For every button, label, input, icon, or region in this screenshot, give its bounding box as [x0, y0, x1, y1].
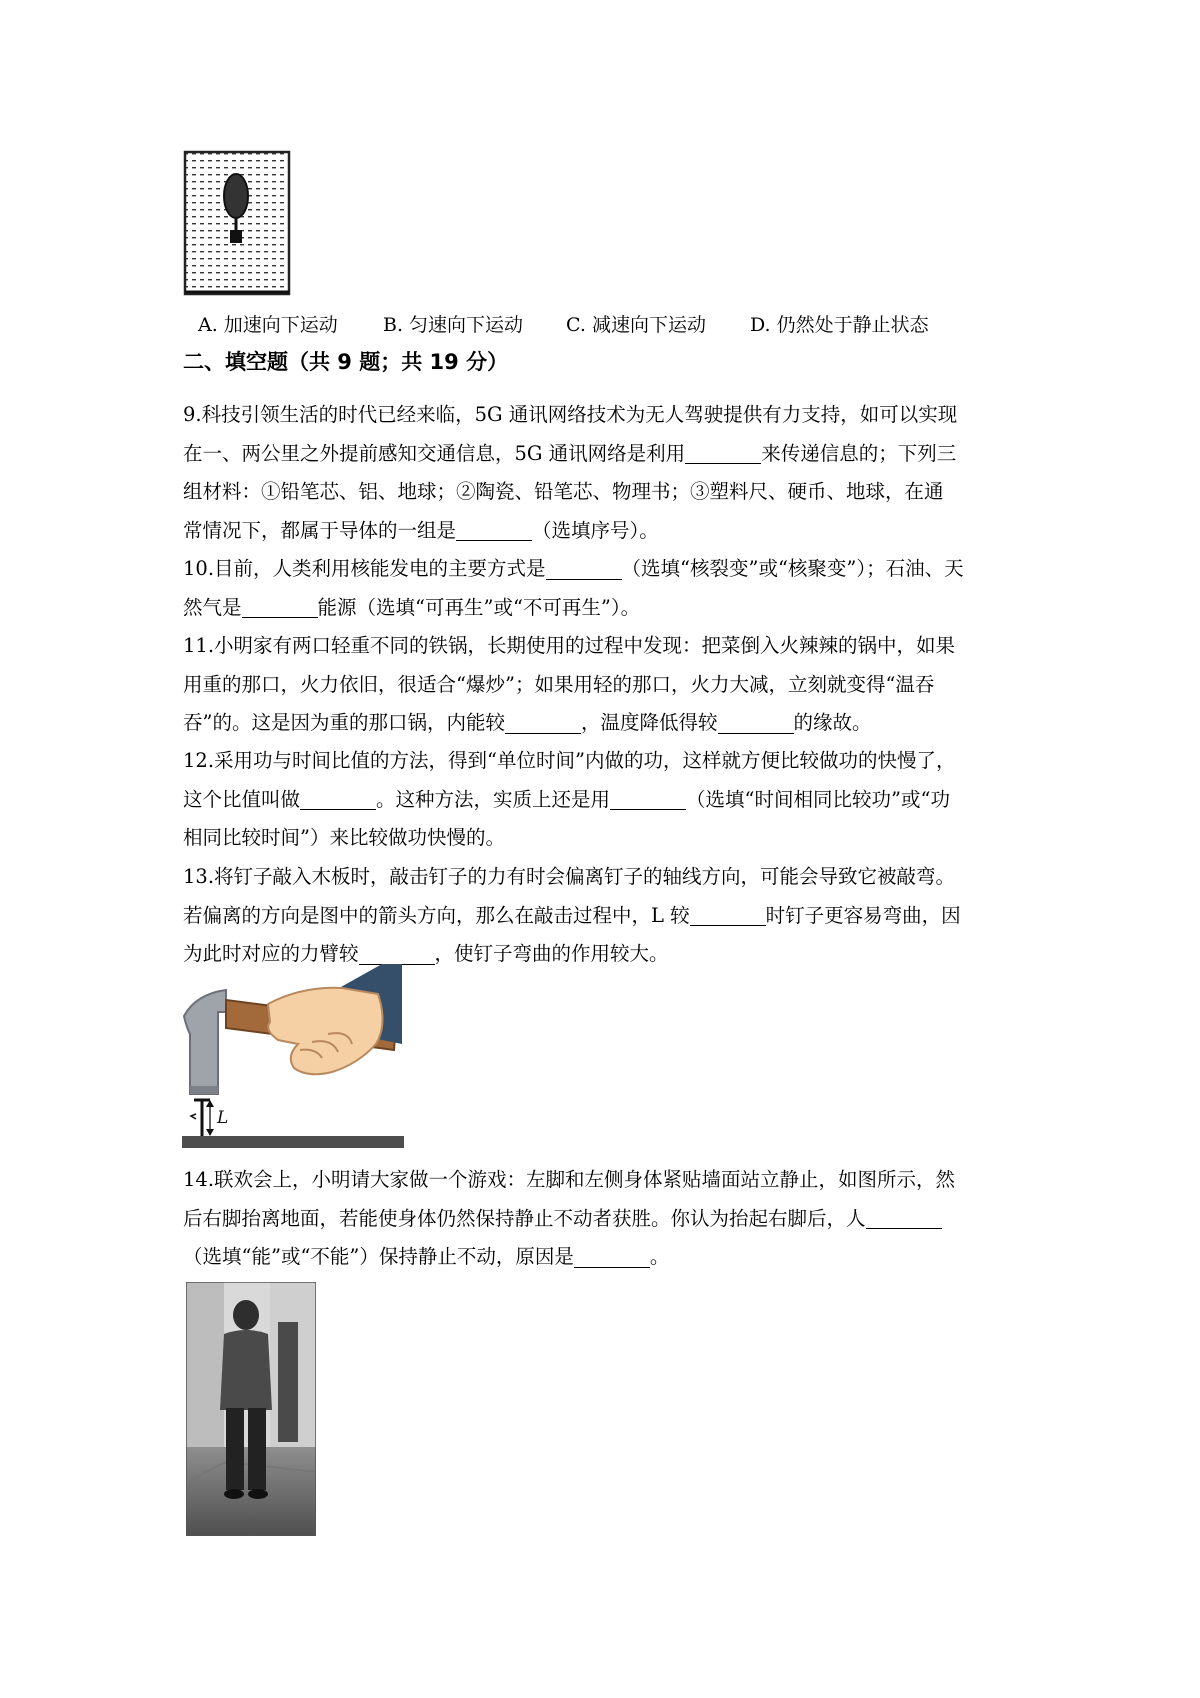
person-photo: [186, 1282, 316, 1536]
section-heading: 二、填空题（共 9 题；共 19 分）: [183, 350, 509, 374]
answer-blank[interactable]: [610, 786, 686, 810]
question-9: 9.科技引领生活的时代已经来临，5G 通讯网络技术为无人驾驶提供有力支持，如可以实现 在一、两公里之外提前感知交通信息，5G 通讯网络是利用 来传递信息的；下列三 组材料：①铅笔芯、铝、地球；②陶瓷、铅笔芯、物理书；③塑料尺、硬币、地球，在通 常情况下，都属于导体的一组是 （选填序号）。: [183, 403, 958, 542]
option-d: D. 仍然处于静止状态: [750, 314, 929, 336]
answer-blank[interactable]: [685, 440, 761, 464]
question-10: 10.目前，人类利用核能发电的主要方式是 （选填“核裂变”或“核聚变”）；石油、天 然气是 能源（选填“可再生”或“不可再生”）。: [183, 557, 964, 619]
question-12: 12.采用功与时间比值的方法，得到“单位时间”内做的功，这样就方便比较做功的快慢了， 这个比值叫做 。这种方法，实质上还是用 （选填“时间相同比较功”或“功 相同比较时间”）来比较做功快慢的。: [183, 749, 956, 849]
answer-blank[interactable]: [456, 517, 532, 541]
option-a: A. 加速向下运动: [198, 314, 338, 336]
answer-blank[interactable]: [690, 902, 766, 926]
question-14: 14.联欢会上，小明请大家做一个游戏：左脚和左侧身体紧贴墙面站立静止，如图所示，然 后右脚抬离地面，若能使身体仍然保持静止不动者获胜。你认为抬起右脚后，人 （选填“能”或“不能”）保持静止不动，原因是 。: [183, 1168, 956, 1268]
answer-blank[interactable]: [300, 786, 376, 810]
option-b: B. 匀速向下运动: [383, 314, 524, 336]
container-figure: [183, 150, 293, 298]
answer-blank[interactable]: [505, 709, 581, 733]
length-label: L: [217, 1108, 229, 1128]
answer-blank[interactable]: [359, 940, 435, 964]
option-c: C. 减速向下运动: [566, 314, 706, 336]
question-11: 11.小明家有两口轻重不同的铁锅，长期使用的过程中发现：把菜倒入火辣辣的锅中，如果 用重的那口，火力依旧，很适合“爆炒”；如果用轻的那口，火力大减，立刻就变得“温吞 吞”的。这是因为重的那口锅，内能较 ，温度降低得较 的缘故。: [183, 634, 956, 734]
question-13: 13.将钉子敲入木板时，敲击钉子的力有时会偏离钉子的轴线方向，可能会导致它被敲弯。 若偏离的方向是图中的箭头方向，那么在敲击过程中，L 较 时钉子更容易弯曲，因 为此时对应的力臂较 ，使钉子弯曲的作用较大。: [183, 865, 961, 965]
answer-blank[interactable]: [242, 594, 318, 618]
answer-blank[interactable]: [574, 1243, 650, 1267]
answer-blank[interactable]: [546, 555, 622, 579]
answer-blank[interactable]: [718, 709, 794, 733]
hammer-figure: [182, 964, 404, 1150]
answer-blank[interactable]: [866, 1205, 942, 1229]
